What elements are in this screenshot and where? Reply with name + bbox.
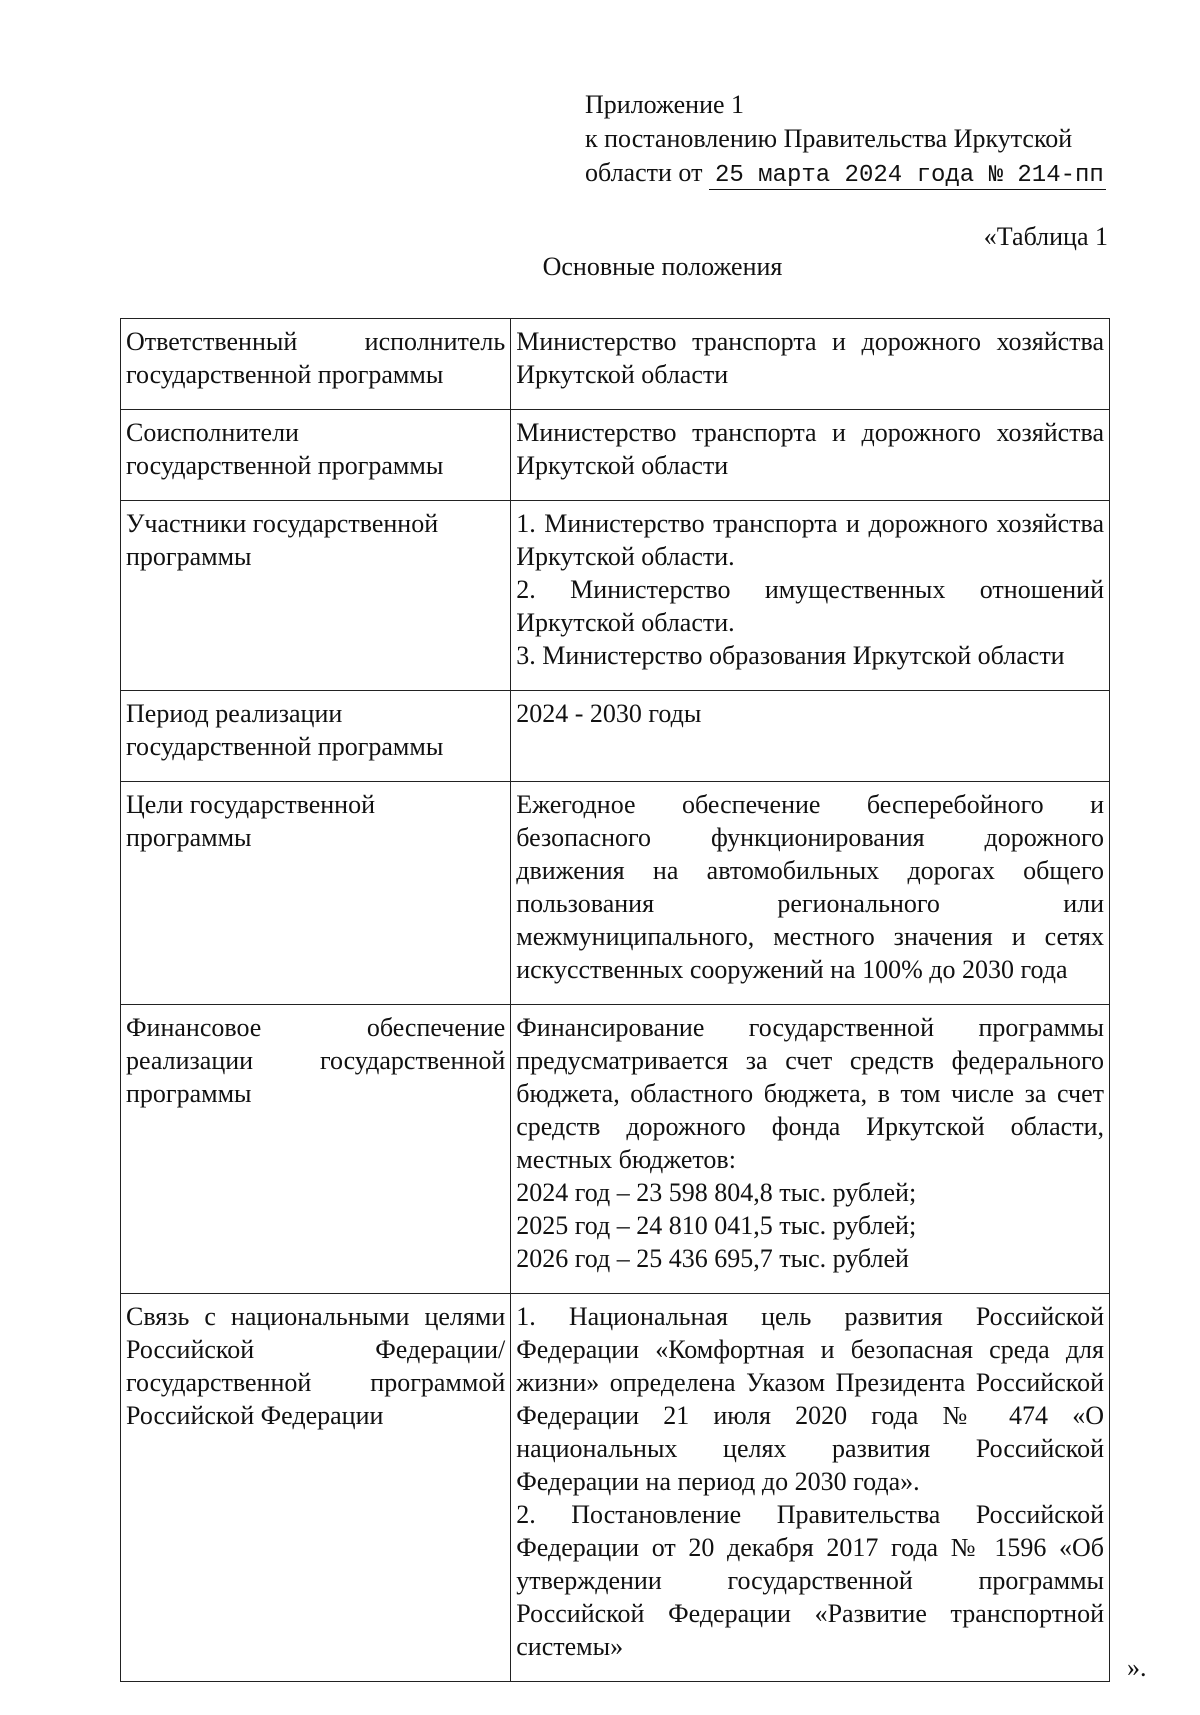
financing-year: 2025 год – 24 810 041,5 тыс. рублей; xyxy=(516,1211,917,1240)
row-content xyxy=(511,1294,1110,1682)
table-row xyxy=(121,1294,1110,1682)
row-content: Ежегодное обеспечение бесперебойного и безопасного функционирования дорожного движения на автомобильных дорогах общего пользования регионального или межмуниципального, местного значения и сетях искусственных сооружений на 100% до 2030 года xyxy=(511,782,1110,1005)
financing-description: Финансирование государственной программы предусматривается за счет средств федерального бюджета, областного бюджета, в том числе за счет средств дорожного фонда Иркутской области, местных бюджетов: xyxy=(516,1013,1104,1174)
table-row xyxy=(121,319,1110,410)
list-item: 2. Министерство имущественных отношений Иркутской области. xyxy=(516,575,1104,637)
list-item: 1. Национальная цель развития Российской Федерации «Комфортная и безопасная среда для жизни» определена Указом Президента Российской Федерации 21 июля 2020 года № 474 «О национальных целях развития Российской Федерации на период до 2030 года». xyxy=(516,1302,1104,1496)
table-row xyxy=(121,1005,1110,1294)
row-content: 2024 - 2030 годы xyxy=(511,691,1110,782)
document-header xyxy=(585,88,1106,190)
row-label: Период реализации государственной программы xyxy=(121,691,511,782)
row-content xyxy=(511,1005,1110,1294)
resolution-date-prefix: области от xyxy=(585,158,703,187)
resolution-date-line xyxy=(585,156,1106,190)
row-label: Участники государственной программы xyxy=(121,501,511,691)
list-item: 3. Министерство образования Иркутской области xyxy=(516,641,1065,670)
row-content: Министерство транспорта и дорожного хозяйства Иркутской области xyxy=(511,410,1110,501)
table-row xyxy=(121,410,1110,501)
list-item: 1. Министерство транспорта и дорожного хозяйства Иркутской области. xyxy=(516,509,1104,571)
table-row xyxy=(121,501,1110,691)
row-label: Финансовое обеспечение реализации государственной программы xyxy=(121,1005,511,1294)
row-label: Цели государственной программы xyxy=(121,782,511,1005)
table-row xyxy=(121,782,1110,1005)
resolution-reference: к постановлению Правительства Иркутской xyxy=(585,124,1073,153)
table-label: «Таблица 1 xyxy=(983,222,1108,251)
row-label: Ответственный исполнитель государственной программы xyxy=(121,319,511,410)
closing-quote: ». xyxy=(1127,1653,1147,1682)
document-title: Основные положения xyxy=(542,252,783,281)
list-item: 2. Постановление Правительства Российской Федерации от 20 декабря 2017 года № 1596 «Об утверждении государственной программы Российской Федерации «Развитие транспортной системы» xyxy=(516,1500,1104,1661)
row-content xyxy=(511,501,1110,691)
appendix-label: Приложение 1 xyxy=(585,90,745,119)
row-label: Соисполнители государственной программы xyxy=(121,410,511,501)
table-row xyxy=(121,691,1110,782)
resolution-date-number: 25 марта 2024 года № 214-пп xyxy=(709,163,1106,190)
row-label: Связь с национальными целями Российской Федерации/государственной программой Российской Федерации xyxy=(121,1294,511,1682)
row-content: Министерство транспорта и дорожного хозяйства Иркутской области xyxy=(511,319,1110,410)
main-provisions-table xyxy=(120,318,1110,1682)
financing-year: 2024 год – 23 598 804,8 тыс. рублей; xyxy=(516,1178,917,1207)
financing-year: 2026 год – 25 436 695,7 тыс. рублей xyxy=(516,1244,909,1273)
